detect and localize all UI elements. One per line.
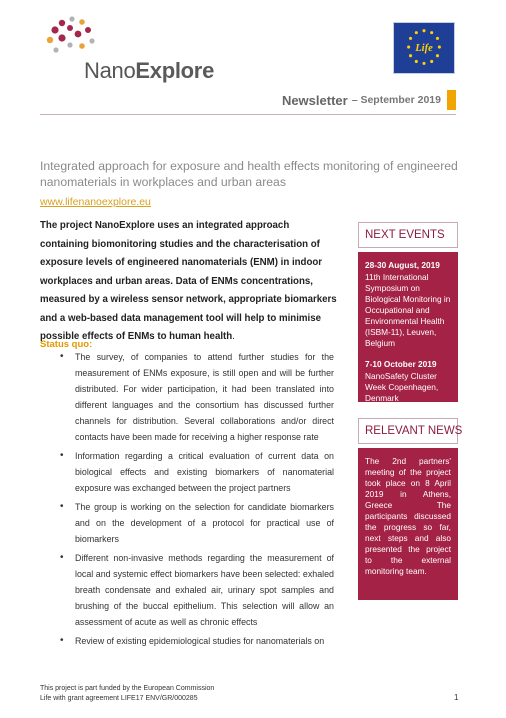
list-item: • The group is working on the selection for candidate biomarkers and on the development of a protocol for practical use of biomarkers (60, 499, 334, 547)
page-title: Integrated approach for exposure and health effects monitoring of engineered nanomaterials in workplaces and urban areas (40, 159, 458, 189)
list-item: • Information regarding a critical evaluation of current data on biological effects and existing biomarkers of nanomaterial exposure was exchanged between the project partners (60, 448, 334, 496)
list-item: • Review of existing epidemiological studies for nanomaterials on (60, 633, 334, 649)
event-date: 7-10 October 2019 (365, 359, 437, 369)
next-events-box (358, 252, 458, 402)
news-text: The 2nd partners' meeting of the project took place on 8 April 2019 in Athens, Greece The participants discussed the progress so far, next steps and also presented the project to the external monitoring team. (365, 456, 451, 576)
footer-line: Life with grant agreement LIFE17 ENV/GR/000285 (40, 695, 198, 702)
footer-funding-note (40, 684, 214, 704)
event-description: NanoSafety Cluster Week Copenhagen, Denmark (365, 371, 439, 403)
intro-end: . (232, 331, 235, 342)
logo-dots-icon (42, 14, 102, 58)
logo-text-bold: Explore (135, 58, 215, 83)
newsletter-title: Newsletter (281, 92, 348, 108)
website-link[interactable]: www.lifenanoexplore.eu (40, 196, 151, 208)
event-date: 28-30 August, 2019 (365, 260, 440, 270)
relevant-news-heading: RELEVANT NEWS (358, 418, 458, 444)
newsletter-date: – September 2019 (351, 94, 441, 106)
list-item: • The survey, of companies to attend further studies for the measurement of ENMs exposure, is still open and will be further distributed. For wider participation, it had been translated into different languages and the consortium has discussed further channels for distribution. Several collaborations and/or direct contacts have been made for receiving a higher response rate (60, 349, 334, 445)
eu-life-logo (393, 22, 455, 74)
status-quo-heading: Status quo: (40, 339, 93, 350)
header-divider (40, 114, 456, 115)
next-events-heading: NEXT EVENTS (358, 222, 458, 248)
logo-text-light: Nano (84, 58, 136, 83)
list-item: • Different non-invasive methods regarding the measurement of local and systemic effect biomarkers have been selected: exhaled breath condensate and exhaled air, urinary spot samples and brushing of the buccal epithelium. This selection will allow an assessment of acute as well as chronic effects (60, 550, 334, 630)
logo-wordmark (84, 58, 214, 84)
relevant-news-box (358, 448, 458, 600)
footer-line: This project is part funded by the European Commission (40, 685, 215, 692)
event-description: 11th International Symposium on Biological Monitoring in Occupational and Environmental Health (ISBM-11), Leuven, Belgium (365, 272, 451, 348)
nanoexplore-logo (42, 14, 215, 84)
newsletter-banner (40, 90, 456, 110)
intro-bold-text: The project NanoExplore uses an integrated approach containing biomonitoring studies and the characterisation of exposure levels of engineered nanomaterials (ENM) in indoor workplaces and urban areas. Data of ENMs concentrations, measured by a wireless sensor network, appropriate biomarkers and a web-based data management tool will help to minimise possible effects of ENMs to human health (40, 220, 337, 342)
status-list (60, 349, 334, 652)
eu-stars-icon (394, 23, 454, 73)
eu-logo-text: Life (415, 42, 433, 54)
intro-paragraph (40, 217, 340, 347)
page-number: 1 (454, 693, 459, 702)
